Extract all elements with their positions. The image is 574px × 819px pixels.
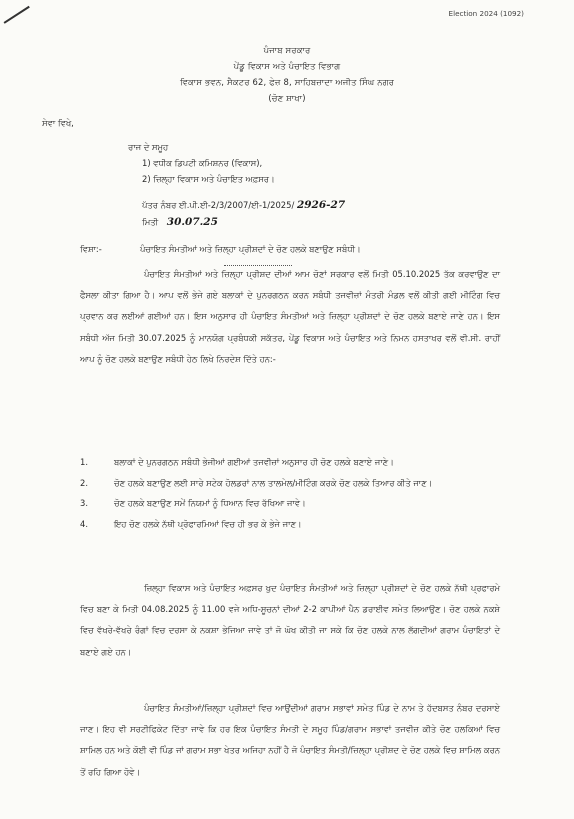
list-item	[80, 455, 500, 471]
memo-date-label: ਮਿਤੀ	[142, 217, 159, 227]
list-text: ਬਲਾਕਾਂ ਦੇ ਪੁਨਰਗਠਨ ਸਬੰਧੀ ਭੇਜੀਆਂ ਗਈਆਂ ਤਜਵੀਜ਼ਾਂ ਅਨੁਸਾਰ ਹੀ ਚੋਣ ਹਲਕੇ ਬਣਾਏ ਜਾਣੇ।	[114, 457, 394, 467]
body-paragraph-1	[80, 264, 500, 370]
body-paragraph-2	[80, 578, 500, 663]
header-address: ਵਿਕਾਸ ਭਵਨ, ਸੈਕਟਰ 62, ਫੇਜ਼ 8, ਸਾਹਿਬਜ਼ਾਦਾ ਅਜੀਤ ਸਿੰਘ ਨਗਰ	[179, 77, 395, 87]
memo-date-handwritten: 30.07.25	[166, 216, 218, 228]
paragraph-text: ਜ਼ਿਲ੍ਹਾ ਵਿਕਾਸ ਅਤੇ ਪੰਚਾਇਤ ਅਫ਼ਸਰ ਖੁਦ ਪੰਚਾਇਤ ਸੰਮਤੀਆਂ ਅਤੇ ਜ਼ਿਲ੍ਹਾ ਪ੍ਰੀਸ਼ਦਾਂ ਦੇ ਚੋਣ ਹਲਕੇ ਨੱਥੀ ਪ੍ਰਫਾਰਮੇ ਵਿਚ ਬਣਾ ਕੇ ਮਿਤੀ 04.08.2025 ਨੂੰ 11.00 ਵਜੇ ਅਧਿ-ਸੂਚਨਾਂ ਦੀਆਂ 2-2 ਕਾਪੀਆਂ ਪੈਨ ਡਰਾਈਵ ਸਮੇਤ ਲਿਆਉਣ। ਚੋਣ ਹਲਕੇ ਨਕਸ਼ੇ ਵਿਚ ਵੱਖਰੇ-ਵੱਖਰੇ ਰੰਗਾਂ ਵਿਚ ਦਰਸਾ ਕੇ ਨਕਸ਼ਾ ਭੇਜਿਆ ਜਾਵੇ ਤਾਂ ਜੋ ਘੋਖ ਕੀਤੀ ਜਾ ਸਕੇ ਕਿ ਚੋਣ ਹਲਕੇ ਨਾਲ ਲੱਗਦੀਆਂ ਗਰਾਮ ਪੰਚਾਇਤਾਂ ਦੇ ਬਣਾਏ ਗਏ ਹਨ।	[80, 583, 500, 657]
list-item	[80, 517, 500, 533]
seva-vikhe: ਸੇਵਾ ਵਿਖੇ,	[42, 118, 74, 128]
memo-number-label: ਪੱਤਰ ਨੰਬਰ ਈ.ਪੀ.ਈ-2/3/2007/ਈ-1/2025/	[142, 200, 295, 210]
instructions-list	[80, 455, 500, 537]
body-paragraph-3	[80, 698, 500, 783]
header-department: ਪੇਂਡੂ ਵਿਕਾਸ ਅਤੇ ਪੰਚਾਇਤ ਵਿਭਾਗ	[233, 61, 341, 71]
recipient-heading: ਰਾਜ ਦੇ ਸਮੂਹ	[128, 142, 169, 152]
header-government: ਪੰਜਾਬ ਸਰਕਾਰ	[263, 45, 311, 55]
subject-label: ਵਿਸ਼ਾ:-	[80, 244, 102, 254]
memo-date	[142, 216, 218, 228]
list-number: 1.	[80, 457, 88, 467]
memo-number-handwritten: 2926-27	[296, 199, 346, 211]
list-number: 2.	[80, 477, 88, 488]
paragraph-text: ਪੰਚਾਇਤ ਸੰਮਤੀਆਂ/ਜ਼ਿਲ੍ਹਾ ਪ੍ਰੀਸ਼ਦਾਂ ਵਿਚ ਆਉਂਦੀਆਂ ਗਰਾਮ ਸਭਾਵਾਂ ਸਮੇਤ ਪਿੰਡ ਦੇ ਨਾਮ ਤੇ ਹੱਦਬਸਤ ਨੰਬਰ ਦਰਸਾਏ ਜਾਣ। ਇਹ ਵੀ ਸਰਟੀਫਿਕੇਟ ਦਿੱਤਾ ਜਾਵੇ ਕਿ ਹਰ ਇਕ ਪੰਚਾਇਤ ਸੰਮਤੀ ਦੇ ਸਮੂਹ ਪਿੰਡ/ਗਰਾਮ ਸਭਾਵਾਂ ਤਜਵੀਜ਼ ਕੀਤੇ ਚੋਣ ਹਲਕਿਆਂ ਵਿਚ ਸ਼ਾਮਿਲ ਹਨ ਅਤੇ ਕੋਈ ਵੀ ਪਿੰਡ ਜਾਂ ਗਰਾਮ ਸਭਾ ਖੇਤਰ ਅਜਿਹਾ ਨਹੀਂ ਹੈ ਜੋ ਪੰਚਾਇਤ ਸੰਮਤੀ/ਜ਼ਿਲ੍ਹਾ ਪ੍ਰੀਸ਼ਦ ਦੇ ਚੋਣ ਹਲਕੇ ਵਿਚ ਸ਼ਾਮਿਲ ਕਰਨ ਤੋਂ ਰਹਿ ਗਿਆ ਹੋਵੇ।	[80, 703, 500, 777]
paragraph-text: ਪੰਚਾਇਤ ਸੰਮਤੀਆਂ ਅਤੇ ਜ਼ਿਲ੍ਹਾ ਪ੍ਰੀਸ਼ਦ ਦੀਆਂ ਆਮ ਚੋਣਾਂ ਸਰਕਾਰ ਵਲੋਂ ਮਿਤੀ 05.10.2025 ਤੱਕ ਕਰਵਾਉਣ ਦਾ ਫੈਸਲਾ ਕੀਤਾ ਗਿਆ ਹੈ। ਆਪ ਵਲੋਂ ਭੇਜੇ ਗਏ ਬਲਾਕਾਂ ਦੇ ਪੁਨਰਗਠਨ ਕਰਨ ਸਬੰਧੀ ਤਜਵੀਜ਼ਾਂ ਮੰਤਰੀ ਮੰਡਲ ਵਲੋਂ ਕੀਤੀ ਗਈ ਮੀਟਿੰਗ ਵਿਚ ਪ੍ਰਵਾਨ ਕਰ ਲਈਆਂ ਗਈਆਂ ਹਨ। ਇਸ ਅਨੁਸਾਰ ਹੀ ਪੰਚਾਇਤ ਸੰਮਤੀਆਂ ਅਤੇ ਜ਼ਿਲ੍ਹਾ ਪ੍ਰੀਸ਼ਦਾਂ ਦੇ ਚੋਣ ਹਲਕੇ ਬਣਾਏ ਜਾਣੇ ਹਨ। ਇਸ ਸਬੰਧੀ ਅੱਜ ਮਿਤੀ 30.07.2025 ਨੂੰ ਮਾਨਯੋਗ ਪ੍ਰਬੰਧਕੀ ਸਕੱਤਰ, ਪੇਂਡੂ ਵਿਕਾਸ ਅਤੇ ਪੰਚਾਇਤ ਅਤੇ ਨਿਮਨ ਹਸਤਾਖਰ ਵਲੋਂ ਵੀ.ਸੀ. ਰਾਹੀਂ ਆਪ ਨੂੰ ਚੋਣ ਹਲਕੇ ਬਣਾਉਣ ਸਬੰਧੀ ਹੇਠ ਲਿਖੇ ਨਿਰਦੇਸ਼ ਦਿੱਤੇ ਹਨ:-	[80, 269, 500, 364]
list-item	[80, 476, 500, 492]
recipient-ddpo: 2) ਜ਼ਿਲ੍ਹਾ ਵਿਕਾਸ ਅਤੇ ਪੰਚਾਇਤ ਅਫ਼ਸਰ।	[142, 174, 275, 184]
list-text: ਚੋਣ ਹਲਕੇ ਬਣਾਉਣ ਲਈ ਸਾਰੇ ਸਟੇਕ ਹੋਲਡਰਾਂ ਨਾਲ ਤਾਲਮੇਲ/ਮੀਟਿੰਗ ਕਰਕੇ ਚੋਣ ਹਲਕੇ ਤਿਆਰ ਕੀਤੇ ਜਾਣ।	[114, 477, 433, 488]
recipient-adc: 1) ਵਧੀਕ ਡਿਪਟੀ ਕਮਿਸ਼ਨਰ (ਵਿਕਾਸ),	[142, 158, 263, 168]
list-text: ਇਹ ਚੋਣ ਹਲਕੇ ਨੱਥੀ ਪ੍ਰੋਫਾਰਮਿਆਂ ਵਿਚ ਹੀ ਭਰ ਕੇ ਭੇਜੇ ਜਾਣ।	[114, 518, 302, 529]
election-reference: Election 2024 (1092)	[448, 9, 524, 18]
pen-mark	[4, 6, 30, 24]
subject-text: ਪੰਚਾਇਤ ਸੰਮਤੀਆਂ ਅਤੇ ਜ਼ਿਲ੍ਹਾ ਪ੍ਰੀਸ਼ਦਾਂ ਦੇ ਚੋਣ ਹਲਕੇ ਬਣਾਉਣ ਸਬੰਧੀ।	[140, 244, 361, 254]
header-branch: (ਚੋਣ ਸ਼ਾਖਾ)	[268, 93, 306, 103]
list-number: 4.	[80, 518, 88, 529]
list-number: 3.	[80, 498, 88, 508]
list-text: ਚੋਣ ਹਲਕੇ ਬਣਾਉਣ ਸਮੇਂ ਨਿਯਮਾਂ ਨੂੰ ਧਿਆਨ ਵਿਚ ਰੱਖਿਆ ਜਾਵੇ।	[114, 498, 306, 508]
memo-number	[142, 199, 345, 211]
list-item	[80, 496, 500, 512]
